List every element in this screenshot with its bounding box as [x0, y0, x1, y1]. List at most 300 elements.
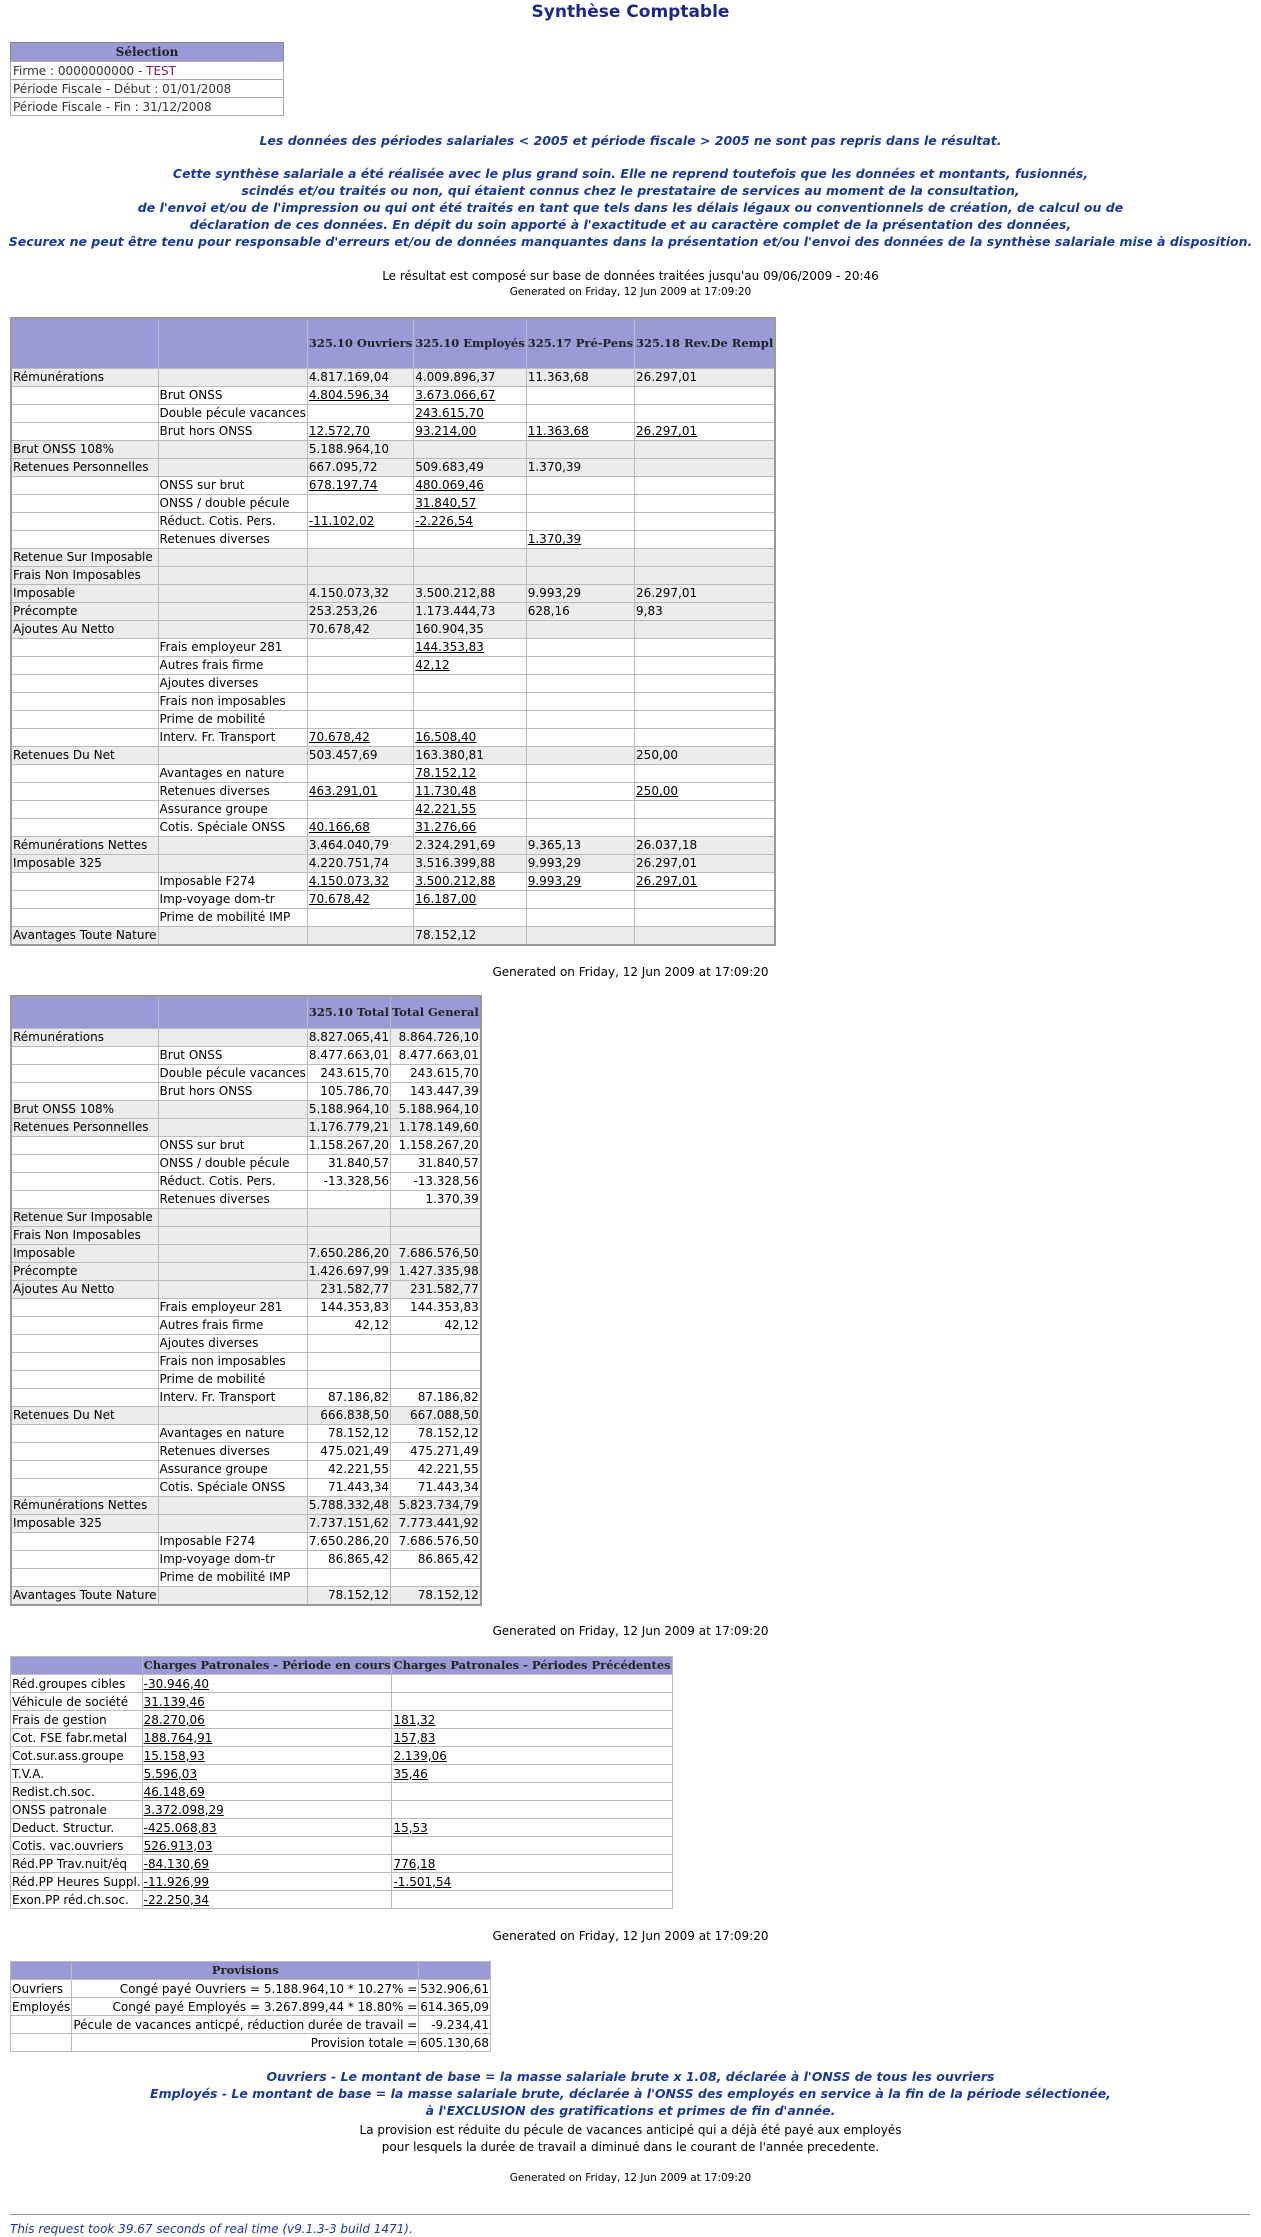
row-category	[11, 1064, 158, 1082]
row-value	[414, 692, 527, 710]
row-subcategory: Prime de mobilité	[158, 710, 307, 728]
row-value: 250,00	[635, 782, 776, 800]
row-value: 31.276,66	[414, 818, 527, 836]
table-row	[11, 512, 775, 530]
page-title: Synthèse Comptable	[531, 2, 730, 22]
row-category: Avantages Toute Nature	[11, 1586, 158, 1605]
row-value: -13.328,56	[391, 1172, 481, 1190]
provision-formula: Congé payé Employés = 3.267.899,44 * 18.80% =	[72, 1998, 419, 2016]
row-value: 78.152,12	[391, 1424, 481, 1442]
charge-label: Exon.PP réd.ch.soc.	[11, 1891, 143, 1909]
row-value	[526, 404, 634, 422]
row-value: 1.176.779,21	[308, 1120, 390, 1134]
row-value: 253.253,26	[307, 602, 413, 620]
row-category	[11, 1082, 158, 1100]
provision-plain-line: pour lesquels la durée de travail a diminué dans le courant de l'année precedente.	[381, 2140, 880, 2154]
row-value	[526, 512, 634, 530]
table-row	[11, 1693, 673, 1711]
row-value: 11.730,48	[414, 782, 527, 800]
row-value	[307, 656, 413, 674]
row-subcategory: Brut hors ONSS	[158, 422, 307, 440]
charge-label: Réd.PP Trav.nuit/éq	[11, 1855, 143, 1873]
row-value: 1.158.267,20	[391, 1136, 481, 1154]
row-value	[635, 638, 776, 656]
charge-value: -11.926,99	[142, 1873, 392, 1891]
row-subcategory	[158, 1280, 307, 1298]
row-value: 3.500.212,88	[414, 584, 527, 602]
table-row	[11, 1765, 673, 1783]
row-value	[307, 530, 413, 548]
row-category: Rémunérations Nettes	[11, 836, 158, 854]
row-category	[11, 1316, 158, 1334]
row-value: 163.380,81	[414, 746, 527, 764]
table-row	[11, 764, 775, 782]
row-value: 26.297,01	[635, 422, 776, 440]
disclaimer-line: de l'envoi et/ou de l'impression ou qui ont été traités en tant que tels dans les délais légaux ou conventionnels de création, de calcul ou de	[137, 200, 1124, 215]
table-row	[11, 1998, 491, 2016]
row-category: Imposable	[11, 584, 158, 602]
charge-value: 188.764,91	[142, 1729, 392, 1747]
row-subcategory	[158, 1262, 307, 1280]
row-value: 667.088,50	[391, 1406, 481, 1424]
row-subcategory: Retenues diverses	[158, 530, 307, 548]
row-value	[391, 1208, 481, 1226]
row-value: 480.069,46	[414, 476, 527, 494]
row-value	[414, 908, 527, 926]
row-subcategory: Brut hors ONSS	[158, 1082, 307, 1100]
row-value: 628,16	[526, 602, 634, 620]
row-subcategory	[158, 836, 307, 854]
provision-category: Employés	[12, 1999, 71, 2014]
col-header-total: 325.10 Total	[307, 996, 390, 1028]
header-blank	[158, 318, 307, 368]
charge-value: 3.372.098,29	[142, 1801, 392, 1819]
row-subcategory: Frais non imposables	[158, 1352, 307, 1370]
table-row	[11, 890, 775, 908]
row-value: 144.353,83	[307, 1298, 390, 1316]
row-value	[307, 1334, 390, 1352]
table-row	[11, 530, 775, 548]
row-value: 503.457,69	[307, 746, 413, 764]
row-value	[414, 674, 527, 692]
row-subcategory	[158, 746, 307, 764]
disclaimer-line: scindés et/ou traités ou non, qui étaient connus chez le prestataire de services au moment de la consultation,	[241, 183, 1020, 198]
row-subcategory: Prime de mobilité	[158, 1370, 307, 1388]
row-subcategory: Autres frais firme	[158, 1316, 307, 1334]
table-row	[11, 656, 775, 674]
row-value	[414, 530, 527, 548]
row-value: 1.173.444,73	[414, 602, 527, 620]
table-row	[11, 1586, 481, 1605]
row-value	[635, 656, 776, 674]
provision-note-employes: Employés - Le montant de base = la masse salariale brute, déclarée à l'ONSS des employés en service à la fin de la période sélectionée,	[150, 2086, 1111, 2101]
provision-notes	[0, 2068, 1261, 2119]
table-row	[11, 782, 775, 800]
table-row	[11, 1388, 481, 1406]
table-row	[11, 1118, 481, 1136]
row-value	[526, 476, 634, 494]
row-subcategory: Autres frais firme	[158, 656, 307, 674]
table-row	[11, 1172, 481, 1190]
row-category	[11, 386, 158, 404]
row-category: Imposable 325	[11, 1514, 158, 1532]
charge-value: -22.250,34	[142, 1891, 392, 1909]
row-subcategory	[158, 1028, 307, 1046]
row-value	[526, 908, 634, 926]
row-value: 42.221,55	[391, 1460, 481, 1478]
disclaimer-line: Cette synthèse salariale a été réalisée avec le plus grand soin. Elle ne reprend toutefois que les données et montants, fusionnés,	[172, 166, 1089, 181]
row-category	[11, 476, 158, 494]
header-blank	[11, 996, 158, 1028]
table-row	[11, 1819, 673, 1837]
row-value: 1.178.149,60	[391, 1118, 481, 1136]
row-value: 78.152,12	[391, 1586, 481, 1605]
row-value: 9.365,13	[526, 836, 634, 854]
charge-value: 526.913,03	[142, 1837, 392, 1855]
charge-value	[392, 1693, 672, 1711]
provision-value: 605.130,68	[420, 2035, 489, 2050]
table-row	[11, 854, 775, 872]
row-value: 144.353,83	[414, 638, 527, 656]
table-row	[11, 1100, 481, 1118]
table-row	[11, 818, 775, 836]
row-value	[635, 908, 776, 926]
table-row	[11, 1496, 481, 1514]
row-category	[11, 1568, 158, 1586]
charge-value: 31.139,46	[142, 1693, 392, 1711]
row-category: Ajoutes Au Netto	[11, 1280, 158, 1298]
row-category: Retenues Du Net	[11, 746, 158, 764]
table-row	[11, 1208, 481, 1226]
row-value: 678.197,74	[307, 476, 413, 494]
row-value	[526, 818, 634, 836]
row-value: 8.477.663,01	[308, 1048, 390, 1062]
footer-divider	[10, 2214, 1250, 2215]
row-subcategory: Réduct. Cotis. Pers.	[158, 512, 307, 530]
table-row	[11, 1046, 481, 1064]
row-category	[11, 422, 158, 440]
row-value: 31.840,57	[414, 494, 527, 512]
table-row	[11, 620, 775, 638]
row-value: 243.615,70	[414, 404, 527, 422]
row-category: Précompte	[11, 602, 158, 620]
table-row	[11, 1837, 673, 1855]
row-value: 42.221,55	[414, 800, 527, 818]
row-category	[11, 1532, 158, 1550]
row-value	[391, 1370, 481, 1388]
charge-label: Deduct. Structur.	[11, 1819, 143, 1837]
table-row	[11, 1873, 673, 1891]
row-subcategory: Réduct. Cotis. Pers.	[158, 1172, 307, 1190]
selection-table	[10, 42, 284, 116]
row-value	[307, 908, 413, 926]
row-subcategory: ONSS / double pécule	[158, 494, 307, 512]
table-row	[11, 1478, 481, 1496]
table-row	[11, 2016, 491, 2034]
row-subcategory: Double pécule vacances	[159, 1066, 306, 1080]
row-value	[526, 764, 634, 782]
row-value: 31.840,57	[307, 1154, 390, 1172]
provision-note-ouvriers: Ouvriers - Le montant de base = la masse salariale brute x 1.08, déclarée à l'ONSS de tous les ouvriers	[266, 2069, 995, 2084]
row-value	[307, 800, 413, 818]
table-row	[11, 1298, 481, 1316]
row-value: 3.500.212,88	[414, 872, 527, 890]
row-subcategory	[158, 548, 307, 566]
firm-name: TEST	[146, 63, 176, 78]
row-value: 143.447,39	[391, 1082, 481, 1100]
charge-value: 28.270,06	[142, 1711, 392, 1729]
table-row	[11, 1316, 481, 1334]
row-subcategory: Assurance groupe	[158, 800, 307, 818]
table-row	[11, 1136, 481, 1154]
row-category	[11, 872, 158, 890]
row-category: Rémunérations	[11, 1028, 158, 1046]
row-value: 8.477.663,01	[391, 1046, 481, 1064]
charge-value: 157,83	[392, 1729, 672, 1747]
provision-plain-notes	[0, 2122, 1261, 2156]
row-category	[11, 638, 158, 656]
provision-note-exclusion: à l'EXCLUSION des gratifications et primes de fin d'année.	[425, 2103, 836, 2118]
row-category	[11, 728, 158, 746]
row-value	[635, 818, 776, 836]
selection-fin: Période Fiscale - Fin : 31/12/2008	[11, 98, 284, 116]
charge-value	[392, 1801, 672, 1819]
row-subcategory: Ajoutes diverses	[158, 674, 307, 692]
row-value: 7.773.441,92	[391, 1514, 481, 1532]
row-subcategory: Interv. Fr. Transport	[158, 728, 307, 746]
row-category	[11, 404, 158, 422]
row-value: 40.166,68	[307, 818, 413, 836]
row-value	[635, 440, 776, 458]
provision-value: -9.234,41	[419, 2016, 491, 2034]
generated-line: Generated on Friday, 12 Jun 2009 at 17:09:20	[492, 965, 769, 979]
row-category	[11, 890, 158, 908]
row-value: 3.673.066,67	[414, 386, 527, 404]
charge-label: Réd.groupes cibles	[11, 1675, 143, 1693]
table-row	[11, 1226, 481, 1244]
request-time-footer: This request took 39.67 seconds of real time (v9.1.3-3 build 1471).	[10, 2222, 413, 2236]
col-header-prepens: 325.17 Pré-Pens	[526, 318, 634, 368]
row-subcategory: Ajoutes diverses	[158, 1334, 307, 1352]
row-subcategory: Frais non imposables	[158, 692, 307, 710]
row-value	[526, 800, 634, 818]
row-value: 78.152,12	[414, 764, 527, 782]
row-subcategory: Imp-voyage dom-tr	[158, 1550, 307, 1568]
row-category: Retenues Personnelles	[11, 1118, 158, 1136]
row-category	[11, 1136, 158, 1154]
charge-label: T.V.A.	[11, 1765, 143, 1783]
provisions-table	[10, 1961, 491, 2052]
row-value: 26.037,18	[635, 836, 776, 854]
row-value	[391, 1352, 481, 1370]
table-row	[11, 1568, 481, 1586]
row-value	[635, 512, 776, 530]
row-subcategory: ONSS / double pécule	[158, 1154, 307, 1172]
row-value	[635, 458, 776, 476]
table-row	[11, 1262, 481, 1280]
generated-line: Generated on Friday, 12 Jun 2009 at 17:09:20	[509, 2172, 752, 2184]
row-value	[526, 638, 634, 656]
row-value: 11.363,68	[526, 422, 634, 440]
row-value	[414, 710, 527, 728]
row-value	[391, 1568, 481, 1586]
table-row	[11, 1064, 481, 1082]
row-value	[307, 404, 413, 422]
row-value	[635, 890, 776, 908]
table-row	[11, 1550, 481, 1568]
row-value: 26.297,01	[635, 872, 776, 890]
col-header-ouvriers: 325.10 Ouvriers	[307, 318, 413, 368]
row-category	[11, 1460, 158, 1478]
table-row	[11, 1460, 481, 1478]
row-value	[526, 386, 634, 404]
row-value: 12.572,70	[307, 422, 413, 440]
charge-label: Véhicule de société	[11, 1693, 143, 1711]
row-subcategory: Imposable F274	[158, 1532, 307, 1550]
table-row	[11, 1675, 673, 1693]
row-category: Précompte	[11, 1262, 158, 1280]
table-row	[11, 746, 775, 764]
table-row	[11, 422, 775, 440]
table-row	[11, 404, 775, 422]
row-subcategory: ONSS sur brut	[158, 1136, 307, 1154]
row-value: 70.678,42	[307, 728, 413, 746]
row-category: Retenue Sur Imposable	[11, 1208, 158, 1226]
table-row	[11, 440, 775, 458]
row-subcategory	[158, 368, 307, 386]
row-subcategory: Frais employeur 281	[158, 1298, 307, 1316]
table-row	[11, 926, 775, 945]
row-subcategory: Retenues diverses	[158, 1442, 307, 1460]
row-value: 243.615,70	[307, 1064, 390, 1082]
row-subcategory	[158, 584, 307, 602]
provision-category: Ouvriers	[11, 1980, 72, 1998]
row-value	[635, 620, 776, 638]
table-row	[11, 1406, 481, 1424]
table-row	[11, 1424, 481, 1442]
row-value	[307, 494, 413, 512]
table-row	[11, 1783, 673, 1801]
row-subcategory	[158, 854, 307, 872]
row-subcategory	[158, 1100, 307, 1118]
provision-plain-line: La provision est réduite du pécule de vacances anticipé qui a déjà été payé aux employés	[359, 2123, 902, 2137]
row-value	[307, 1190, 390, 1208]
row-value: 16.508,40	[414, 728, 527, 746]
provision-value: 614.365,09	[420, 1999, 489, 2014]
firm-label: Firme : 0000000000 -	[13, 63, 147, 78]
row-category	[11, 656, 158, 674]
row-value	[526, 746, 634, 764]
table-row	[11, 1532, 481, 1550]
table-row	[11, 1028, 481, 1046]
provision-formula: Provision totale =	[72, 2034, 419, 2052]
disclaimer-line: déclaration de ces données. En dépit du soin apporté à l'exactitude et au caractère complet de la présentation des données,	[189, 217, 1072, 232]
row-category: Imposable 325	[11, 854, 158, 872]
charge-label: Redist.ch.soc.	[11, 1783, 143, 1801]
row-value	[526, 566, 634, 584]
row-value: 4.150.073,32	[307, 872, 413, 890]
charge-value: 15,53	[392, 1819, 672, 1837]
row-value	[526, 692, 634, 710]
row-value	[635, 674, 776, 692]
table-row	[11, 1370, 481, 1388]
row-value: 26.297,01	[635, 854, 776, 872]
synthese-table-2	[10, 995, 482, 1606]
row-subcategory: Brut ONSS	[158, 1046, 307, 1064]
table-row	[11, 674, 775, 692]
row-subcategory: Frais employeur 281	[158, 638, 307, 656]
notice-disclaimer	[0, 165, 1261, 250]
row-value	[526, 926, 634, 945]
row-value: 1.370,39	[526, 530, 634, 548]
charge-value: 5.596,03	[142, 1765, 392, 1783]
row-value: 7.737.151,62	[308, 1516, 390, 1530]
row-category	[11, 1478, 158, 1496]
row-category: Retenues Du Net	[11, 1406, 158, 1424]
row-value: 78.152,12	[414, 926, 527, 945]
row-category	[11, 512, 158, 530]
charge-value	[392, 1837, 672, 1855]
row-value	[526, 494, 634, 512]
result-line: Le résultat est composé sur base de données traitées jusqu'au 09/06/2009 - 20:46	[382, 269, 879, 283]
row-value: 5.188.964,10	[391, 1100, 481, 1118]
table-row	[11, 800, 775, 818]
table-row	[11, 1855, 673, 1873]
row-subcategory	[158, 1226, 307, 1244]
provision-category	[11, 2016, 72, 2034]
row-value	[526, 620, 634, 638]
generated-line: Generated on Friday, 12 Jun 2009 at 17:09:20	[492, 1929, 769, 1943]
row-value	[414, 566, 527, 584]
row-value	[635, 566, 776, 584]
provisions-header: Provisions	[72, 1962, 419, 1980]
row-category: Rémunérations Nettes	[11, 1496, 158, 1514]
row-value: 666.838,50	[307, 1406, 390, 1424]
row-category: Frais Non Imposables	[11, 566, 158, 584]
row-subcategory: Prime de mobilité IMP	[158, 908, 307, 926]
row-value: 9.993,29	[526, 584, 634, 602]
table-row	[11, 1747, 673, 1765]
row-value: 86.865,42	[307, 1550, 390, 1568]
charge-value	[392, 1675, 672, 1693]
row-value: 2.324.291,69	[414, 836, 527, 854]
row-value: -13.328,56	[307, 1172, 390, 1190]
row-value: 42.221,55	[307, 1460, 390, 1478]
row-value: 4.150.073,32	[307, 584, 413, 602]
row-value: 11.363,68	[526, 368, 634, 386]
col-header-periodes-precedentes: Charges Patronales - Périodes Précédentes	[392, 1657, 672, 1675]
header-blank	[158, 996, 307, 1028]
col-header-periode-en-cours: Charges Patronales - Période en cours	[142, 1657, 392, 1675]
row-value: 8.827.065,41	[308, 1030, 390, 1044]
charge-value	[392, 1783, 672, 1801]
row-value: 26.297,01	[635, 368, 776, 386]
table-row	[11, 1082, 481, 1100]
row-value: -11.102,02	[307, 512, 413, 530]
row-value: 9.993,29	[526, 854, 634, 872]
row-subcategory: Avantages en nature	[158, 764, 307, 782]
table-row	[11, 872, 775, 890]
row-subcategory: Imposable F274	[158, 872, 307, 890]
row-value	[307, 638, 413, 656]
charge-value: -425.068,83	[142, 1819, 392, 1837]
header-blank	[11, 1657, 143, 1675]
row-subcategory: Cotis. Spéciale ONSS	[158, 1478, 307, 1496]
table-row	[11, 1729, 673, 1747]
table-row	[11, 1154, 481, 1172]
row-category	[11, 1190, 158, 1208]
row-subcategory	[158, 1208, 307, 1226]
